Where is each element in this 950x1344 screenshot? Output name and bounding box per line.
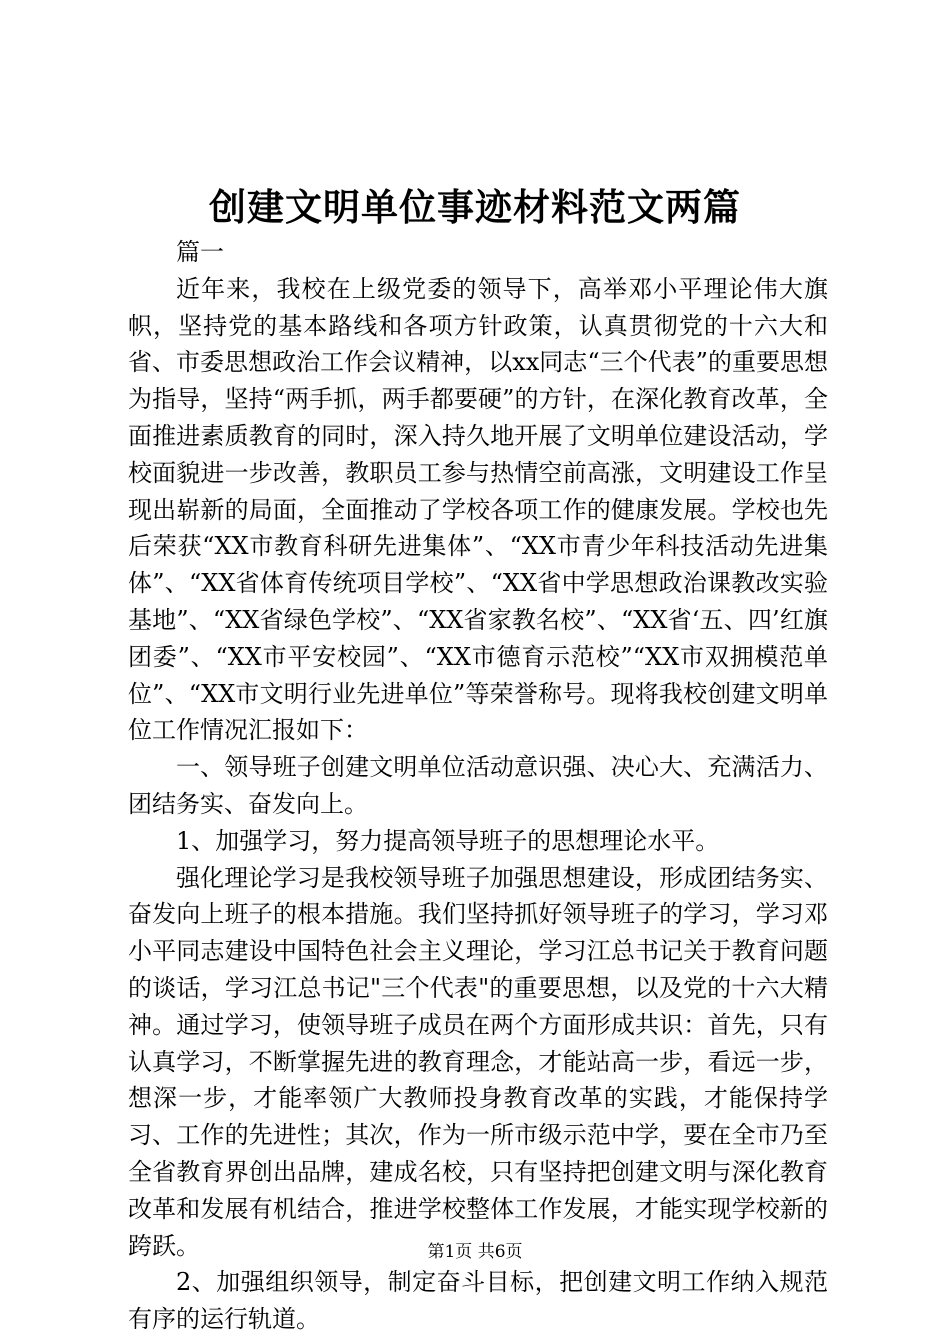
theory-study-paragraph: 强化理论学习是我校领导班子加强思想建设，形成团结务实、奋发向上班子的根本措施。我们坚持抓好领导班子的学习，学习邓小平同志建设中国特色社会主义理论，学习江总书记关于教育问题的谈话，学习江总书记"三个代表"的重要思想，以及党的十六大精神。通过学习，使领导班子成员在两个方面形成共识：首先，只有认真学习，不断掌握先进的教育理念，才能站高一步，看远一步，想深一步，才能率领广大教师投身教育改革的实践，才能保持学习、工作的先进性；其次，作为一所市级示范中学，要在全市乃至全省教育界创出品牌，建成名校，只有坚持把创建文明与深化教育改革和发展有机结合，推进学校整体工作发展，才能实现学校新的跨跃。 xyxy=(128,863,828,1260)
section-one-heading: 一、领导班子创建文明单位活动意识强、决心大、充满活力、团结务实、奋发向上。 xyxy=(128,753,828,818)
intro-paragraph: 近年来，我校在上级党委的领导下，高举邓小平理论伟大旗帜，坚持党的基本路线和各项方针政策，认真贯彻党的十六大和省、市委思想政治工作会议精神，以xx同志“三个代表”的重要思想为指导，坚持“两手抓，两手都要硬”的方针，在深化教育改革，全面推进素质教育的同时，深入持久地开展了文明单位建设活动，学校面貌进一步改善，教职员工参与热情空前高涨，文明建设工作呈现出崭新的局面，全面推动了学校各项工作的健康发展。学校也先后荣获“XX市教育科研先进集体”、“XX市青少年科技活动先进集体”、“XX省体育传统项目学校”、“XX省中学思想政治课教改实验基地”、“XX省绿色学校”、“XX省家教名校”、“XX省‘五、四’红旗团委”、“XX市平安校园”、“XX市德育示范校”“XX市双拥模范单位”、“XX市文明行业先进单位”等荣誉称号。现将我校创建文明单位工作情况汇报如下： xyxy=(128,274,828,745)
section-heading: 篇一 xyxy=(176,238,224,266)
document-body xyxy=(128,234,828,1338)
page-number-footer: 第1页 共6页 xyxy=(427,1242,523,1262)
document-title: 创建文明单位事迹材料范文两篇 xyxy=(209,185,741,229)
subsection-two-heading: 2、加强组织领导，制定奋斗目标，把创建文明工作纳入规范有序的运行轨道。 xyxy=(128,1268,828,1334)
subsection-one-heading: 1、加强学习，努力提高领导班子的思想理论水平。 xyxy=(176,826,720,855)
